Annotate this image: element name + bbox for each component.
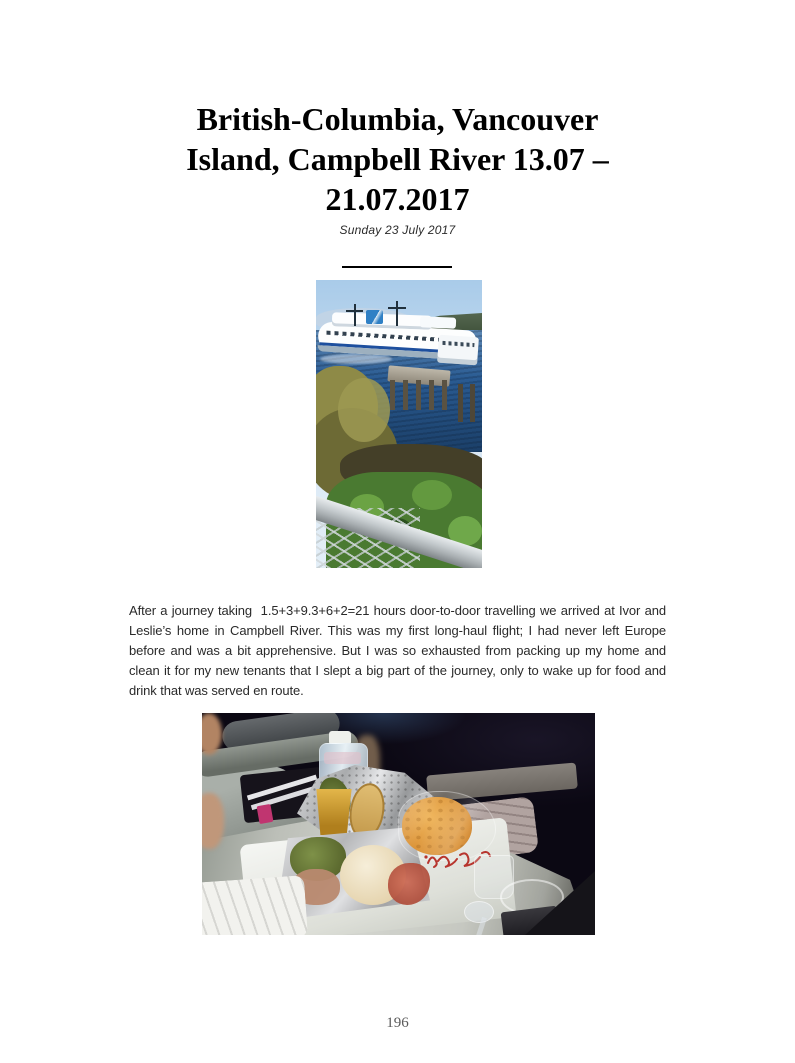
ferry-dock-pilings: [390, 380, 450, 410]
title-divider: [342, 266, 452, 268]
ferry-aft-superstructure: [420, 316, 456, 329]
ferry-leaf-highlight-2: [412, 480, 452, 510]
ferry-dock-pilings-right: [458, 384, 480, 422]
ferry-photo: [316, 280, 482, 568]
meal-photo: [202, 713, 595, 935]
ferry-mast-yard-aft: [388, 307, 406, 309]
ferry-funnel: [366, 310, 383, 324]
ferry-bush-3: [338, 378, 390, 442]
entry-date: Sunday 23 July 2017: [339, 223, 456, 237]
ferry-mast-fore: [354, 304, 356, 326]
meal-bottle-label: [324, 752, 361, 764]
page-number: 196: [386, 1015, 409, 1031]
ferry-stern-windows: [442, 341, 474, 347]
meal-spoon-head: [464, 901, 494, 923]
body-paragraph: After a journey taking 1.5+3+9.3+6+2=21 hours door-to-door travelling we arrived at Ivor and Leslie’s home in Campbell River. This was my first long-haul flight; I had never left Europe before and was a bit apprehensive. But I was so exhausted from packing up my home and clean it for my new tenants that I slept a big part of the journey, only to wake up for food and drink that was served en route.: [129, 603, 666, 698]
ferry-stern-deck: [437, 335, 479, 366]
ferry-mast-yard-fore: [346, 310, 363, 312]
meal-pink-tag: [257, 804, 274, 824]
meal-napkin: [202, 875, 308, 935]
ferry-mast-aft: [396, 301, 398, 326]
ferry-wake: [320, 354, 392, 364]
page-title: British-Columbia, Vancouver Island, Campbell River 13.07 – 21.07.2017: [186, 101, 609, 217]
